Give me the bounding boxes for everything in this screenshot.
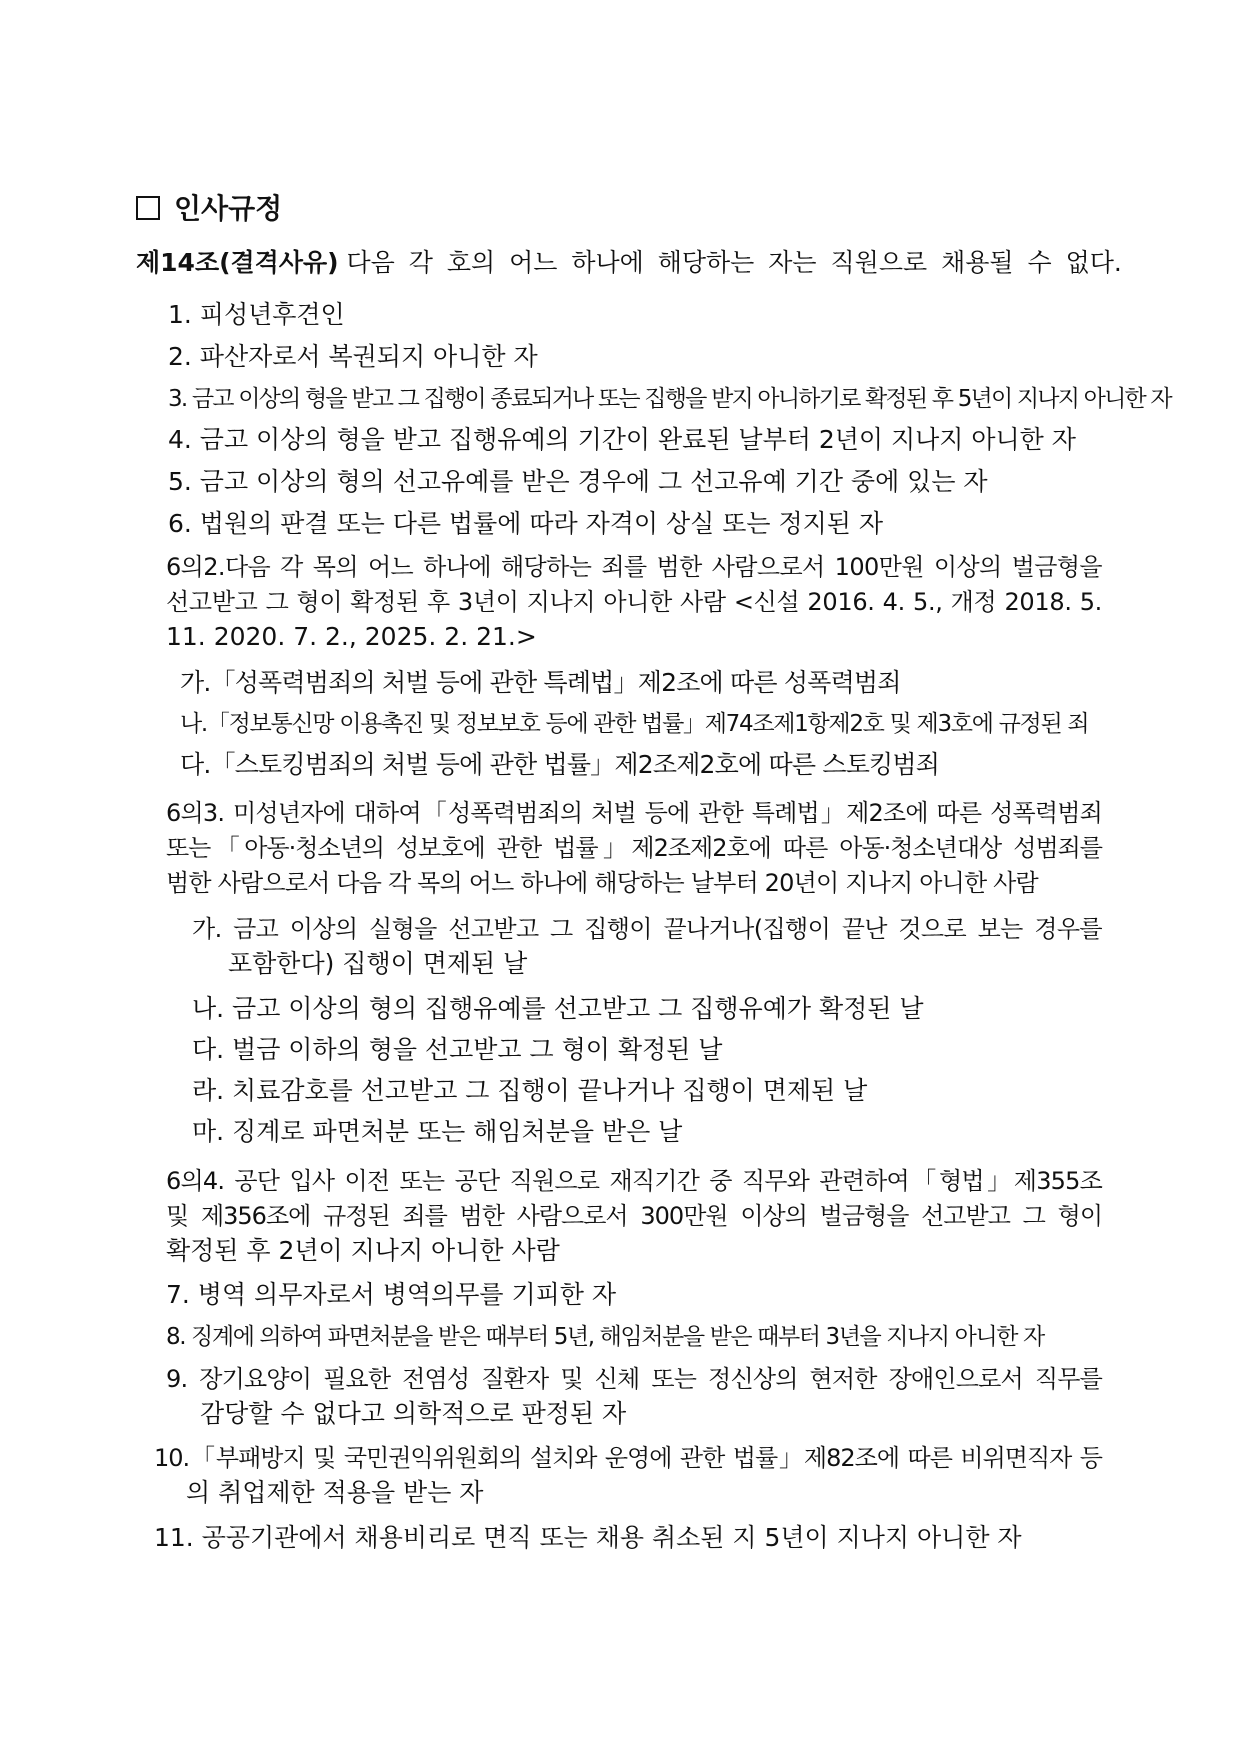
list-item: 2. 파산자로서 복권되지 아니한 자 [168,342,538,371]
list-item: 4. 금고 이상의 형을 받고 집행유예의 기간이 완료된 날부터 2년이 지나지 아니한 자 [168,425,1076,454]
list-item: 3. 금고 이상의 형을 받고 그 집행이 종료되거나 또는 집행을 받지 아니하기로 확정된 후 5년이 지나지 아니한 자 [168,386,1171,412]
item-6-2-line: 11. 2020. 7. 2., 2025. 2. 21.> [166,622,537,651]
item-6-4-line: 및 제356조에 규정된 죄를 범한 사람으로서 300만원 이상의 벌금형을 선고받고 그 형이 [166,1202,1102,1230]
sub-item: 나.「정보통신망 이용촉진 및 정보보호 등에 관한 법률」제74조제1항제2호 및 제3호에 규정된 죄 [180,711,1089,737]
section-title: 인사규정 [136,192,282,226]
item-6-4-line: 6의4. 공단 입사 이전 또는 공단 직원으로 재직기간 중 직무와 관련하여「형법」제355조 [166,1167,1102,1195]
item-6-3-line: 6의3. 미성년자에 대하여「성폭력범죄의 처벌 등에 관한 특례법」제2조에 따른 성폭력범죄 [166,799,1102,827]
sub-item: 가.「성폭력범죄의 처벌 등에 관한 특례법」제2조에 따른 성폭력범죄 [180,668,901,697]
list-item-continuation: 의 취업제한 적용을 받는 자 [186,1478,484,1507]
item-6-2-line: 선고받고 그 형이 확정된 후 3년이 지나지 아니한 사람 <신설 2016. 4. 5., 개정 2018. 5. [166,588,1102,616]
sub-item: 마. 징계로 파면처분 또는 해임처분을 받은 날 [192,1117,683,1146]
article-heading: 제14조(결격사유) [136,248,339,277]
sub-item: 다.「스토킹범죄의 처벌 등에 관한 법률」제2조제2호에 따른 스토킹범죄 [180,750,940,779]
article-heading-line [136,246,1122,280]
item-6-3-line: 범한 사람으로서 다음 각 목의 어느 하나에 해당하는 날부터 20년이 지나지 아니한 사람 [166,869,1038,897]
list-item: 9. 장기요양이 필요한 전염성 질환자 및 신체 또는 정신상의 현저한 장애인으로서 직무를 [166,1365,1102,1393]
item-6-3-line: 또는「아동·청소년의 성보호에 관한 법률」제2조제2호에 따른 아동·청소년대상 성범죄를 [166,834,1102,862]
list-item: 8. 징계에 의하여 파면처분을 받은 때부터 5년, 해임처분을 받은 때부터 3년을 지나지 아니한 자 [166,1324,1044,1350]
list-item: 5. 금고 이상의 형의 선고유예를 받은 경우에 그 선고유예 기간 중에 있는 자 [168,467,988,496]
sub-item: 가. 금고 이상의 실형을 선고받고 그 집행이 끝나거나(집행이 끝난 것으로 보는 경우를 [192,915,1102,943]
list-item: 6. 법원의 판결 또는 다른 법률에 따라 자격이 상실 또는 정지된 자 [168,509,884,538]
sub-item: 나. 금고 이상의 형의 집행유예를 선고받고 그 집행유예가 확정된 날 [192,994,924,1023]
item-6-2-line: 6의2.다음 각 목의 어느 하나에 해당하는 죄를 범한 사람으로서 100만원 이상의 벌금형을 [166,553,1102,581]
list-item-continuation: 감당할 수 없다고 의학적으로 판정된 자 [200,1399,627,1428]
list-item: 10.「부패방지 및 국민권익위원회의 설치와 운영에 관한 법률」제82조에 따른 비위면직자 등 [154,1444,1102,1472]
sub-item: 라. 치료감호를 선고받고 그 집행이 끝나거나 집행이 면제된 날 [192,1076,868,1105]
sub-item-continuation: 포함한다) 집행이 면제된 날 [228,949,528,978]
list-item: 7. 병역 의무자로서 병역의무를 기피한 자 [166,1280,616,1309]
sub-item: 다. 벌금 이하의 형을 선고받고 그 형이 확정된 날 [192,1035,723,1064]
list-item: 11. 공공기관에서 채용비리로 면직 또는 채용 취소된 지 5년이 지나지 아니한 자 [154,1523,1022,1552]
list-item: 1. 피성년후견인 [168,300,345,329]
checkbox-square-icon [136,196,160,220]
article-intro: 다음 각 호의 어느 하나에 해당하는 자는 직원으로 채용될 수 없다. [346,248,1122,277]
item-6-4-line: 확정된 후 2년이 지나지 아니한 사람 [166,1236,560,1265]
